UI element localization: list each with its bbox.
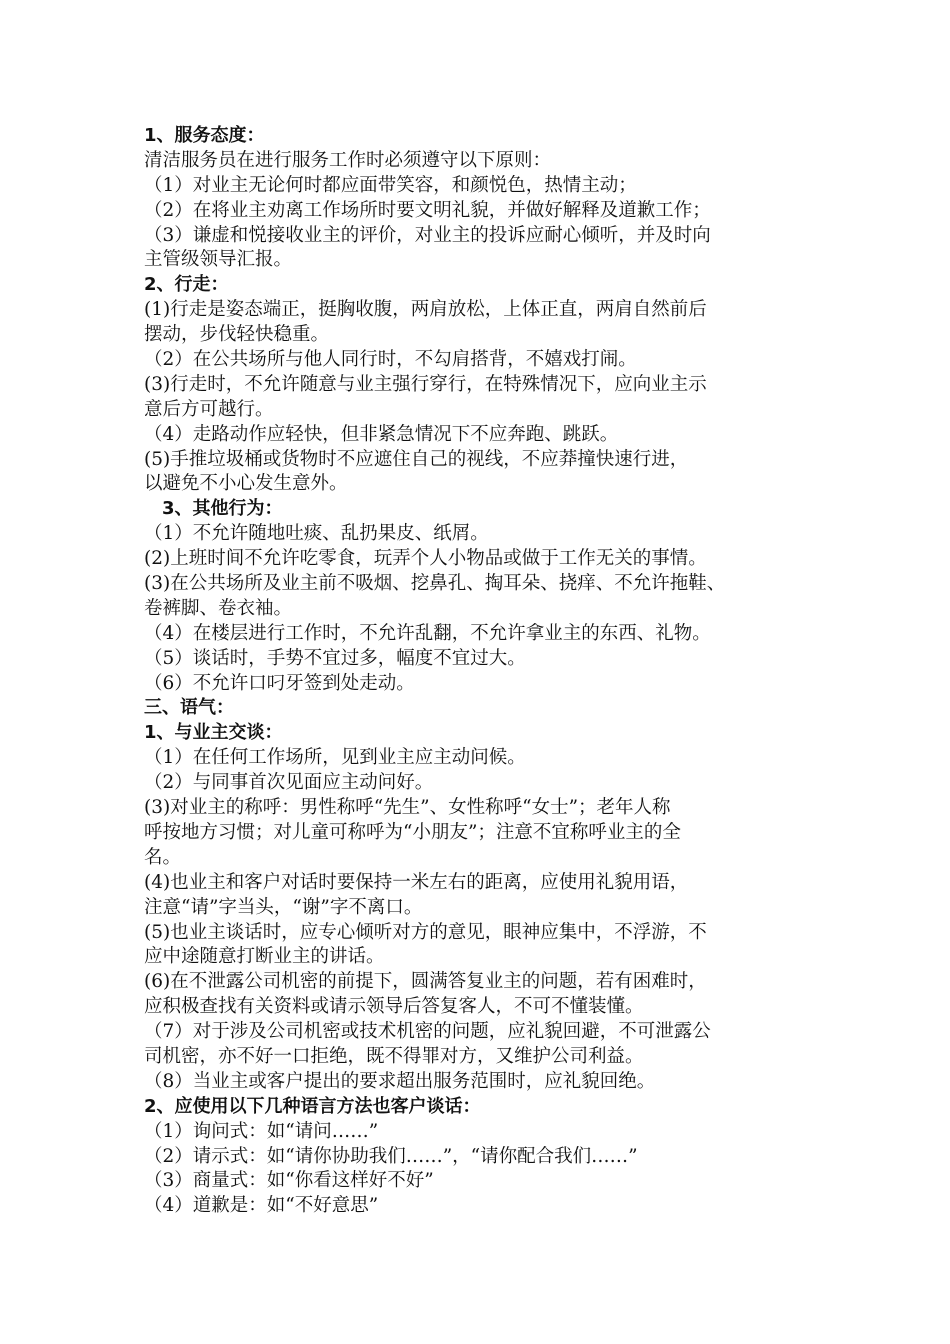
paragraph-line: (4)也业主和客户对话时要保持一米左右的距离，应使用礼貌用语，	[144, 871, 689, 893]
paragraph-line: (3)对业主的称呼：男性称呼“先生”、女性称呼“女士”；老年人称	[144, 797, 671, 819]
paragraph-line: 以避免不小心发生意外。	[144, 473, 348, 495]
paragraph-line: （1）不允许随地吐痰、乱扔果皮、纸屑。	[144, 523, 489, 545]
paragraph-line: （7）对于涉及公司机密或技术机密的问题，应礼貌回避，不可泄露公	[144, 1021, 711, 1043]
section-heading: 3、其他行为：	[162, 498, 283, 520]
paragraph-line: （2）在将业主劝离工作场所时要文明礼貌，并做好解释及道歉工作；	[144, 199, 711, 221]
section-heading: 1、与业主交谈：	[144, 722, 283, 744]
paragraph-line: （2）请示式：如“请你协助我们……”，“请你配合我们……”	[144, 1145, 638, 1167]
paragraph-line: 卷裤脚、卷衣袖。	[144, 597, 293, 619]
paragraph-line: 应中途随意打断业主的讲话。	[144, 946, 385, 968]
paragraph-line: （6）不允许口叼牙签到处走动。	[144, 672, 415, 694]
paragraph-line: (3)行走时，不允许随意与业主强行穿行，在特殊情况下，应向业主示	[144, 373, 707, 395]
paragraph-line: 应积极查找有关资料或请示领导后答复客人，不可不懂装懂。	[144, 996, 644, 1018]
paragraph-line: (3)在公共场所及业主前不吸烟、挖鼻孔、掏耳朵、挠痒、不允许拖鞋、	[144, 573, 726, 595]
paragraph-line: 摆动，步伐轻快稳重。	[144, 324, 330, 346]
paragraph-line: （2）在公共场所与他人同行时，不勾肩搭背，不嬉戏打闹。	[144, 349, 637, 371]
paragraph-line: （1）对业主无论何时都应面带笑容，和颜悦色，热情主动；	[144, 174, 637, 196]
paragraph-line: 清洁服务员在进行服务工作时必须遵守以下原则：	[144, 149, 552, 171]
paragraph-line: （4）走路动作应轻快，但非紧急情况下不应奔跑、跳跃。	[144, 423, 619, 445]
paragraph-line: （4）在楼层进行工作时，不允许乱翻，不允许拿业主的东西、礼物。	[144, 622, 711, 644]
paragraph-line: 呼按地方习惯；对儿童可称呼为“小朋友”；注意不宜称呼业主的全	[144, 821, 681, 843]
paragraph-line: (5)手推垃圾桶或货物时不应遮住自己的视线，不应莽撞快速行进，	[144, 448, 689, 470]
paragraph-line: 意后方可越行。	[144, 398, 274, 420]
paragraph-line: （8）当业主或客户提出的要求超出服务范围时，应礼貌回绝。	[144, 1070, 656, 1092]
paragraph-line: 注意“请”字当头，“谢”字不离口。	[144, 896, 423, 918]
paragraph-line: (1)行走是姿态端正，挺胸收腹，两肩放松，上体正直，两肩自然前后	[144, 299, 707, 321]
paragraph-line: 主管级领导汇报。	[144, 249, 293, 271]
paragraph-line: （3）谦虚和悦接收业主的评价，对业主的投诉应耐心倾听，并及时向	[144, 224, 711, 246]
document-body	[144, 124, 814, 1219]
section-heading: 1、服务态度：	[144, 125, 265, 146]
paragraph-line: (6)在不泄露公司机密的前提下，圆满答复业主的问题，若有困难时，	[144, 971, 707, 993]
paragraph-line: （3）商量式：如“你看这样好不好”	[144, 1170, 434, 1192]
paragraph-line: (2)上班时间不允许吃零食，玩弄个人小物品或做于工作无关的事情。	[144, 548, 707, 570]
paragraph-line: （1）在任何工作场所，见到业主应主动问候。	[144, 747, 526, 769]
paragraph-line: 司机密，亦不好一口拒绝，既不得罪对方，又维护公司利益。	[144, 1045, 644, 1067]
section-heading: 三、语气：	[144, 697, 234, 719]
paragraph-line: （2）与同事首次见面应主动问好。	[144, 772, 434, 794]
section-heading: 2、行走：	[144, 274, 229, 296]
paragraph-line: 名。	[144, 846, 182, 868]
paragraph-line: （5）谈话时，手势不宜过多，幅度不宜过大。	[144, 647, 526, 669]
section-heading: 2、应使用以下几种语言方法也客户谈话：	[144, 1095, 481, 1117]
paragraph-line: (5)也业主谈话时，应专心倾听对方的意见，眼神应集中，不浮游，不	[144, 921, 707, 943]
paragraph-line: （1）询问式：如“请问……”	[144, 1120, 379, 1142]
paragraph-line: （4）道歉是：如“不好意思”	[144, 1195, 379, 1217]
